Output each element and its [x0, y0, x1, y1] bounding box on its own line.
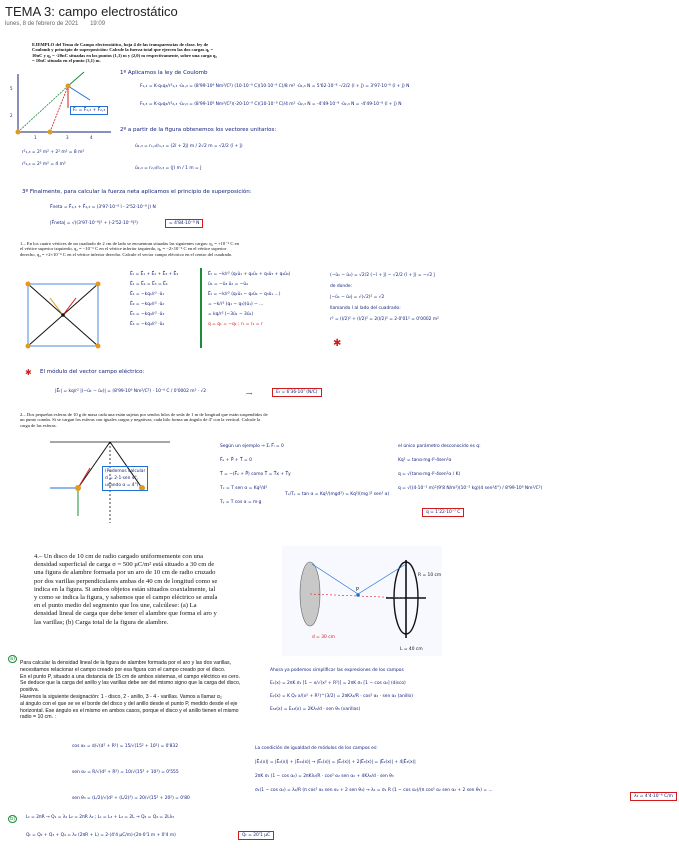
ex4-line: E₃₄(x) = E₄₃(x) = 2Kλ₃/d · sen θ₃ (varillas) — [270, 707, 361, 712]
ex4-figure — [282, 546, 442, 656]
ex1-step3: 3º Finalmente, para calcular la fuerza neta aplicamos el principio de superposición: — [22, 189, 252, 195]
ex4-line: La condición de igualdad de módulos de los campos es: — [255, 746, 378, 751]
ex2-square-diagram — [14, 276, 114, 354]
ex4-R-label: R = 10 cm — [418, 573, 442, 578]
ex2-line: û₁ = −û₃ û₂ = −û₄ — [208, 282, 248, 287]
ex4-line: E₂(x) = K Q₂ x/(x² + R²)^(3/2) = 2πKλ₂/R · cos² α₂ · sen α₂ (anillo) — [270, 694, 413, 699]
ex1-axis-tick: 2 — [10, 113, 13, 118]
page-time: 19:09 — [90, 21, 106, 27]
star-icon: ✱ — [333, 338, 342, 349]
ex4-line: radio = 10 cm. : — [20, 714, 56, 721]
ex1-u13: û₁,₃ = r₁,₃/r₁,₃ = (2î + 2ĵ) m / 2√2 m = √2/2 (î + ĵ) — [135, 144, 243, 149]
ex4-trig — [72, 734, 190, 812]
ex1-step1: 1º Aplicamos la ley de Coulomb — [120, 70, 208, 76]
ex4-condition — [255, 742, 493, 798]
ex4-part-b-line2: Qₜ = Q₂ + Q₃ + Q₄ = λ₂ (2πR + L) = 2·(4'4 μC/m)·(2π·0'1 m + 0'4 m) — [26, 833, 176, 838]
ex3-line: Tᵧ = T cos α = m·g — [220, 500, 262, 505]
ex4-part-b-line1: Lₜ = 2πR → Q₁ = λ₂ L₂ = 2πR λ₂ ; Lₜ = L₃ + L₄ = 2L → Q₃ = Q₄ = 2Lλ₃ — [26, 815, 175, 820]
note-line: d = 2·1·sen 4°, — [105, 476, 139, 481]
ex4-part-a — [20, 660, 248, 721]
ex2-line: llamando l al lado del cuadrado: — [330, 306, 401, 311]
ex4-line: E₁(x) = 2πK σ₁ [1 − x/√(x² + R²)] = 2πK σ₁ [1 − cos α₂] (disco) — [270, 681, 406, 686]
ex1-axis-tick: 1 — [34, 135, 37, 140]
ex2-line: de donde: — [330, 284, 353, 289]
ex1-statement: EJEMPLO del Tema de Campo electrostático, hoja 4 de las transparencias de clase. ley de Coulomb y principio de superposición: Calcule la fuerza total que ejercen las dos cargas q₁ = 10nC y q₂ = -20nC situadas en los puntos (1,1) m y (2,0) m respectivamente, sobre una carga q₃ = 10nC situada en el punto (3,1) m. — [32, 42, 217, 64]
ex4-line: al ángulo con el que se ve el borde del disco y del anillo desde el punto P, medido desde el eje — [20, 700, 238, 707]
ex1-r13: r²₁,₃ = 2² m² + 2² m² = 8 m² — [22, 150, 85, 155]
ex2-line: E⃗₁ = E⃗₂ = E⃗₃ = E⃗₄ — [130, 282, 168, 287]
ex4-lambda-result: λ₂ = 4'4·10⁻⁶ C/m — [630, 792, 677, 801]
ex4-fields — [270, 664, 413, 716]
page-date: lunes, 8 de febrero de 2021 — [5, 21, 79, 27]
ex2-col2 — [208, 270, 290, 330]
ex2-line: E⃗₃ = −kq₃/r² ·û₃ — [130, 312, 165, 317]
ex3-line: q = √(tanα·mg·l²·4sen²α / K) — [398, 472, 461, 477]
ex1-f13: F₁,₃ = K·q₁q₃/r²₁,₃ ·û₁,₃ = (8'99·10⁹ Nm²/C²) (10·10⁻⁹ C)(10·10⁻⁹ C)/8 m² ·û₁,₃ N = 5'62·10⁻⁸ ·√2/2 (î + ĵ) = 3'97·10⁻⁸ (î + ĵ) N — [140, 84, 410, 89]
ex2-divider — [200, 268, 202, 348]
note-line: usando α = 4°) — [105, 483, 139, 488]
ex2-col1 — [130, 270, 178, 330]
ex4-L-label: L = 40 cm — [400, 647, 423, 652]
ex4-line: Haremos la siguiente designación: 1 - disco, 2 - anillo, 3 - 4 - varillas. Vamos a llamar α₂ — [20, 693, 222, 700]
ex3-line: q = √((4·10⁻² m)²(9'8 N/m²)(10⁻² kg)(4 sen²4°) / 8'99·10⁹ Nm²/C²) — [398, 486, 543, 491]
ex1-axis-tick: 5 — [10, 86, 13, 91]
ex2-line: E⃗ₜ = −k/r² (q₁û₁ − q₂û₂ − q₃û₁ ...) — [208, 292, 281, 297]
ex2-result: Eₜ = 6'36·10⁷ (N/C) — [272, 388, 322, 397]
ex4-line: 2πK σ₁ (1 − cos α₂) = 2πKλ₂/R · cos² α₂ sen α₂ + 4Kλ₃/d · sen θ₃ — [255, 774, 394, 779]
page-title: TEMA 3: campo electrostático — [5, 4, 178, 19]
ex2-statement-text: 1.– En los cuatro vértices de un cuadrado de 2 cm de lado se encuentran situadas las siguientes cargas: q₁ = +10⁻⁶ C en el vértice superior izquierdo, q₂ = −10⁻⁶ C en el vértice inferior izquierdo, q₃ = −2×10⁻⁶ C en el vértice superior derecho, q₄ = +2×10⁻⁶ C en el vértice inferior derecho. Calcule el vector campo eléctrico en el centro del cuadrado. — [20, 241, 239, 257]
arrow-icon: ⟹ — [246, 392, 253, 397]
ex1-u23: û₂,₃ = r₂,₃/r₂,₃ = (ĵ) m / 1 m = ĵ — [135, 166, 202, 171]
ex2-line: r² = (l/2)² + (l/2)² = 2(l/2)² = 2·0'01² = 0'0002 m² — [330, 317, 439, 322]
ex1-fnet-label: F⃗ₙ = F⃗₁,₃ + F⃗₂,₃ — [70, 106, 108, 115]
ex1-axis-tick: 3 — [66, 135, 69, 140]
ex2-mod-label: El módulo del vector campo eléctrico: — [40, 369, 145, 375]
ex2-mod-eq: |E⃗ₜ| = kq/r² |(−û₁ − û₂)| = (8'99·10⁹ Nm²/C²) · 10⁻⁶ C / 0'0002 m² · √2 — [55, 389, 207, 394]
ex4-line: cos α₂ = d/√(d² + R²) = 15/√(15² + 10²) = 0'832 — [72, 744, 179, 749]
ex1-step2: 2º a partir de la figura obtenemos los vectores unitarios: — [120, 127, 277, 133]
ex4-line: positiva. — [20, 687, 40, 694]
ex4-line: necesitamos relacionar el campo creado por esa figura con el campo creado por el disco. — [20, 666, 226, 673]
ex4-line: horizontal. Ese ángulo es el mismo en ambos casos, porque el disco y el anillo tienen el mismo — [20, 707, 239, 714]
star-icon: ✱ — [25, 368, 32, 377]
ex2-line: E⃗ₜ = E⃗₁ + E⃗₂ + E⃗₃ + E⃗₄ — [130, 272, 179, 277]
ex1-r23: r²₂,₃ = 2² m² = 4 m² — [22, 162, 66, 167]
ex3-col3 — [398, 440, 542, 496]
ex2-line: q = q₁ = −q₂ ; r₁ = r₂ = r — [208, 322, 263, 327]
ex4-q-result: Qₜ = 20'1 μC — [238, 831, 274, 840]
note-line: (Podemos calcular — [105, 469, 146, 474]
ex2-statement — [20, 241, 240, 257]
ex4-statement: 4.– Un disco de 10 cm de radio cargado uniformemente con una densidad superficial de carga σ = 500 μC/m² está situado a 30 cm de una figura de alambre formada por un aro de 10 cm de radio cruzado por dos varillas perpendiculares ambas de 40 cm de longitud como se indica en la figura. Si ambos objetos están situados coaxialmente, tal y como se indica la figura, y sabemos que el campo eléctrico se anula en el punto medio del segmento que los une, calcúlese: (a) La densidad lineal de carga que debe tener el alambre que forma el aro y las varillas; (b) Carga total de la figura de alambre. — [34, 553, 218, 626]
ex2-col3 — [330, 270, 439, 325]
ex4-line: En el punto P, situado a una distancia de 15 cm de ambos sistemas, el campo eléctrico es cero. — [20, 673, 240, 680]
ex3-line: T⃗ = −(F⃗ₑ + P⃗) como T⃗ = T⃗x + T⃗y — [220, 472, 291, 477]
ex1-axis-tick: 4 — [90, 135, 93, 140]
ex1-f23: F₂,₃ = K·q₂q₃/r²₂,₃ ·û₂,₃ = (8'99·10⁹ Nm²/C²)(-20·10⁻⁹ C)(10·10⁻⁹ C)/4 m² ·û₂,₃ N = -4'49·10⁻⁸ ·û₂,₃ N = -4'49·10⁻⁸ (î + ĵ) N — [140, 102, 402, 107]
ex4-d-label: d = 30 cm — [312, 635, 335, 640]
ex2-line: E⃗ₜ = −k/r² (q₁û₁ + q₂û₂ + q₃û₃ + q₄û₄) — [208, 272, 291, 277]
ex2-line: E⃗₄ = −kq₄/r² ·û₄ — [130, 322, 165, 327]
ex4-line: σ₁(1 − cos α₂) = λ₂/R (π cos² α₂ sen α₂ + 2 sen θ₃) → λ₂ = σ₁ R (1 − cos α₂)/(π cos² α₂ sen α₂ + 2 sen θ₃) = ... — [255, 788, 493, 793]
ex2-line: E⃗₂ = −kq₂/r² ·û₂ — [130, 302, 165, 307]
ex4-point-label: P — [356, 587, 360, 593]
ex3-col2: Tₓ/Tᵧ = tan α = Kq²/(mgd²) = Kq²/(mg l² sen² α) — [285, 492, 390, 497]
ex3-result: q = 1'22·10⁻⁷ C — [422, 508, 464, 517]
ex4-line: sen α₂ = R/√(d² + R²) = 10/√(15² + 10²) = 0'555 — [72, 770, 179, 775]
ex2-line: = −k/r² (q₁ − q₃)(û₁) − ... — [208, 302, 264, 307]
ex1-fneta: F⃗neta = F⃗₁,₃ + F⃗₂,₃ = (3'97·10⁻⁸ î - 2'52·10⁻⁸ ĵ) N — [50, 205, 156, 210]
ex4-mark-b: b) — [10, 816, 16, 822]
ex4-mark-a: a) — [10, 656, 16, 662]
ex1-fmod: |F⃗neta| = √((3'97·10⁻⁸)² + (-2'52·10⁻⁸)²) — [50, 221, 138, 226]
ex4-line: |E⃗₁(x)| = |E⃗₂(x)| + |E⃗₃₄(x)| → |E⃗₁(x)| = |E⃗₂(x)| + 2|E⃗₃(x)| = |E⃗₂(x)| + 4|E⃗₃(x)| — [255, 760, 416, 765]
ex3-col1 — [220, 440, 291, 510]
ex4-line: sen θ₃ = (L/2)/√(d² + (L/2)²) = 20/√(15² + 20²) = 0'80 — [72, 796, 190, 801]
ex3-diagram-note — [102, 466, 148, 491]
ex4-line: Se deduce que la carga del anillo y las varillas debe ser del mismo signo que la carga del disco, — [20, 680, 241, 687]
ex3-line: Kq² = tanα·mg·l²·4sen²α — [398, 458, 452, 463]
ex4-line: Para calcular la densidad lineal de la figura de alambre formada por el aro y las dos varillas, — [20, 660, 232, 666]
ex2-line: (−û₁ − û₂) = √2/2 (−î + ĵ) − √2/2 (î + ĵ) = −√2 ĵ — [330, 273, 435, 278]
ex4-line: Ahora ya podemos simplificar las expresiones de los campos — [270, 668, 404, 673]
ex2-line: E⃗₁ = −kq₁/r² ·û₁ — [130, 292, 165, 297]
ex3-line: Tₓ = T sen α = Kq²/d² — [220, 486, 268, 491]
ex1-result: = 4'84·10⁻⁸ N — [165, 219, 203, 228]
page-dateline — [5, 21, 115, 27]
ex3-line: F⃗ₑ + P⃗ + T⃗ = 0 — [220, 458, 252, 463]
ex3-line: Según un ejemplo → Σᵢ F⃗ᵢ = 0 — [220, 444, 284, 449]
ex2-line: = kq/r² (−3û₁ − 3û₂) — [208, 312, 254, 317]
ex3-statement: 2.– Dos pequeñas esferas de 10 g de masa cada una están sujetas por sendos hilos de seda de 1 m de longitud que están suspendidos de un punto común. Si se cargan los esferas con iguales cargas y negativas, cada hilo forma un ángulo de 4º con la vertical. Calcule la carga de las esferas. — [20, 412, 268, 428]
ex2-line: |−û₁ − û₂| = √(√2)² = √2 — [330, 295, 385, 300]
ex3-line: el único parámetro desconocido es q: — [398, 444, 481, 449]
